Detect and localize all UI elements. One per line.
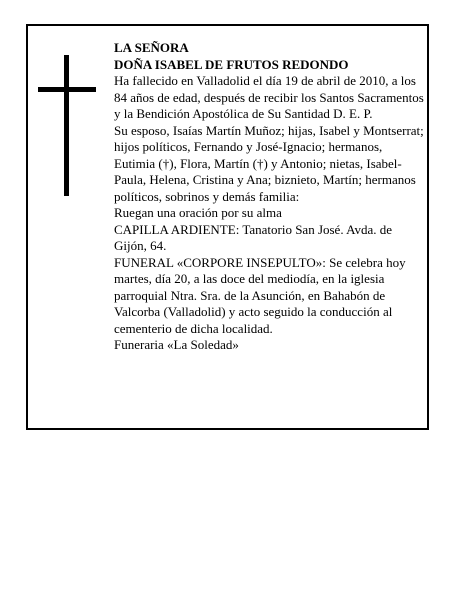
funeral-home: Funeraria «La Soledad» — [114, 337, 239, 352]
family-list: Su esposo, Isaías Martín Muñoz; hijas, Isabel y Montserrat; hijos políticos, Fernando y José-Ignacio; hermanos, Eutimia (†), Flora, Martín (†) y Antonio; nietas, Isabel-Paula, Helena, Cristina y Ana; biznieto, Martín; hermanos políticos, sobrinos y demás familia: — [114, 122, 424, 204]
death-announcement: Ha fallecido en Valladolid el día 19 de abril de 2010, a los 84 años de edad, después de recibir los Santos Sacramentos y la Bendición Apostólica de Su Santidad D. E. P. — [114, 73, 424, 121]
obituary-text — [114, 40, 424, 354]
funeral-info: FUNERAL «CORPORE INSEPULTO»: Se celebra hoy martes, día 20, a las doce del mediodía, en la iglesia parroquial Ntra. Sra. de la Asunción, en Bahabón de Valcorba (Valladolid) y acto seguido la conducción al cementerio de dicha localidad. — [114, 254, 406, 336]
chapel-info: CAPILLA ARDIENTE: Tanatorio San José. Avda. de Gijón, 64. — [114, 221, 393, 253]
cross-vertical-bar — [64, 55, 69, 196]
prayer-request: Ruegan una oración por su alma — [114, 205, 282, 220]
deceased-name: DOÑA ISABEL DE FRUTOS REDONDO — [114, 56, 349, 72]
cross-horizontal-bar — [38, 87, 96, 92]
obituary-title: LA SEÑORA — [114, 40, 189, 55]
